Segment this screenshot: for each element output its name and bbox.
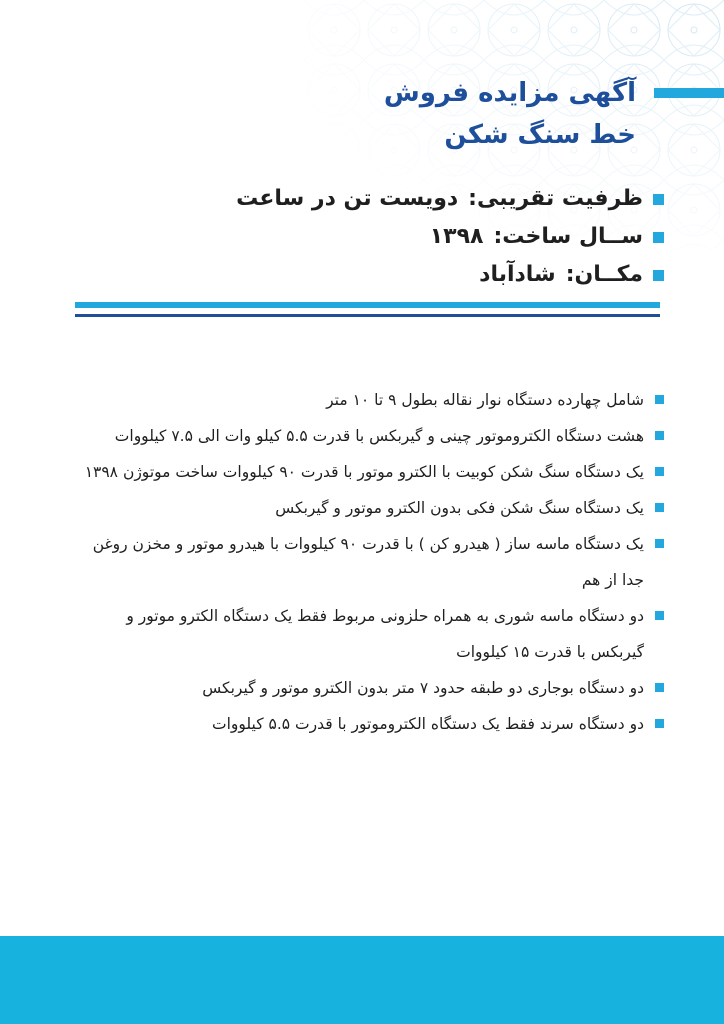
bullet-square-icon	[655, 539, 664, 548]
list-item	[79, 418, 664, 454]
bullet-square-icon	[653, 194, 664, 205]
bullet-square-icon	[655, 395, 664, 404]
page-title	[384, 72, 636, 156]
list-item-text: یک دستگاه سنگ شکن فکی بدون الکترو موتور و گیربکس	[275, 499, 644, 517]
list-item	[79, 670, 664, 706]
spec-label: ســال ساخت:	[493, 224, 643, 249]
title-accent-bar	[654, 88, 724, 98]
bullet-square-icon	[655, 719, 664, 728]
list-item	[79, 490, 664, 526]
list-item-text: هشت دستگاه الکتروموتور چینی و گیربکس با قدرت ۵.۵ کیلو وات الی ۷.۵ کیلووات	[114, 427, 644, 445]
spec-label: ظرفیت تقریبی:	[468, 186, 643, 211]
bullet-square-icon	[655, 683, 664, 692]
spec-value: شادآباد	[479, 262, 556, 287]
title-line-2: خط سنگ شکن	[444, 120, 636, 150]
spec-year	[64, 218, 664, 256]
list-item-text: دو دستگاه سرند فقط یک دستگاه الکتروموتور با قدرت ۵.۵ کیلووات	[212, 715, 644, 733]
bullet-square-icon	[653, 270, 664, 281]
list-item	[79, 454, 664, 490]
list-item-text: یک دستگاه سنگ شکن کوبیت با الکترو موتور با قدرت ۹۰ کیلووات ساخت موتوژن ۱۳۹۸	[84, 463, 644, 481]
title-line-1: آگهی مزایده فروش	[383, 78, 636, 108]
list-item-text: دو دستگاه ماسه شوری به همراه حلزونی مربوط فقط یک دستگاه الکترو موتور و گیربکس با قدرت ۱۵ کیلووات	[126, 607, 644, 661]
bullet-square-icon	[653, 232, 664, 243]
list-item	[79, 526, 664, 598]
bullet-square-icon	[655, 611, 664, 620]
list-item-text: شامل چهارده دستگاه نوار نقاله بطول ۹ تا ۱۰ متر	[326, 391, 644, 409]
spec-value: ۱۳۹۸	[429, 224, 484, 249]
equipment-list	[79, 382, 664, 742]
divider-line-thin	[75, 314, 660, 317]
divider-line	[75, 302, 660, 308]
bullet-square-icon	[655, 431, 664, 440]
spec-list	[64, 180, 664, 294]
spec-label: مکــان:	[565, 262, 643, 287]
list-item-text: یک دستگاه ماسه ساز ( هیدرو کن ) با قدرت ۹۰ کیلووات با هیدرو موتور و مخزن روغن جدا از هم	[92, 535, 644, 589]
bullet-square-icon	[655, 503, 664, 512]
spec-capacity	[64, 180, 664, 218]
spec-value: دویست تن در ساعت	[236, 186, 459, 211]
list-item-text: دو دستگاه بوجاری دو طبقه حدود ۷ متر بدون الکترو موتور و گیربکس	[202, 679, 644, 697]
spec-location	[64, 256, 664, 294]
bullet-square-icon	[655, 467, 664, 476]
list-item	[79, 598, 664, 670]
footer-band	[0, 936, 724, 1024]
list-item	[79, 706, 664, 742]
list-item	[79, 382, 664, 418]
